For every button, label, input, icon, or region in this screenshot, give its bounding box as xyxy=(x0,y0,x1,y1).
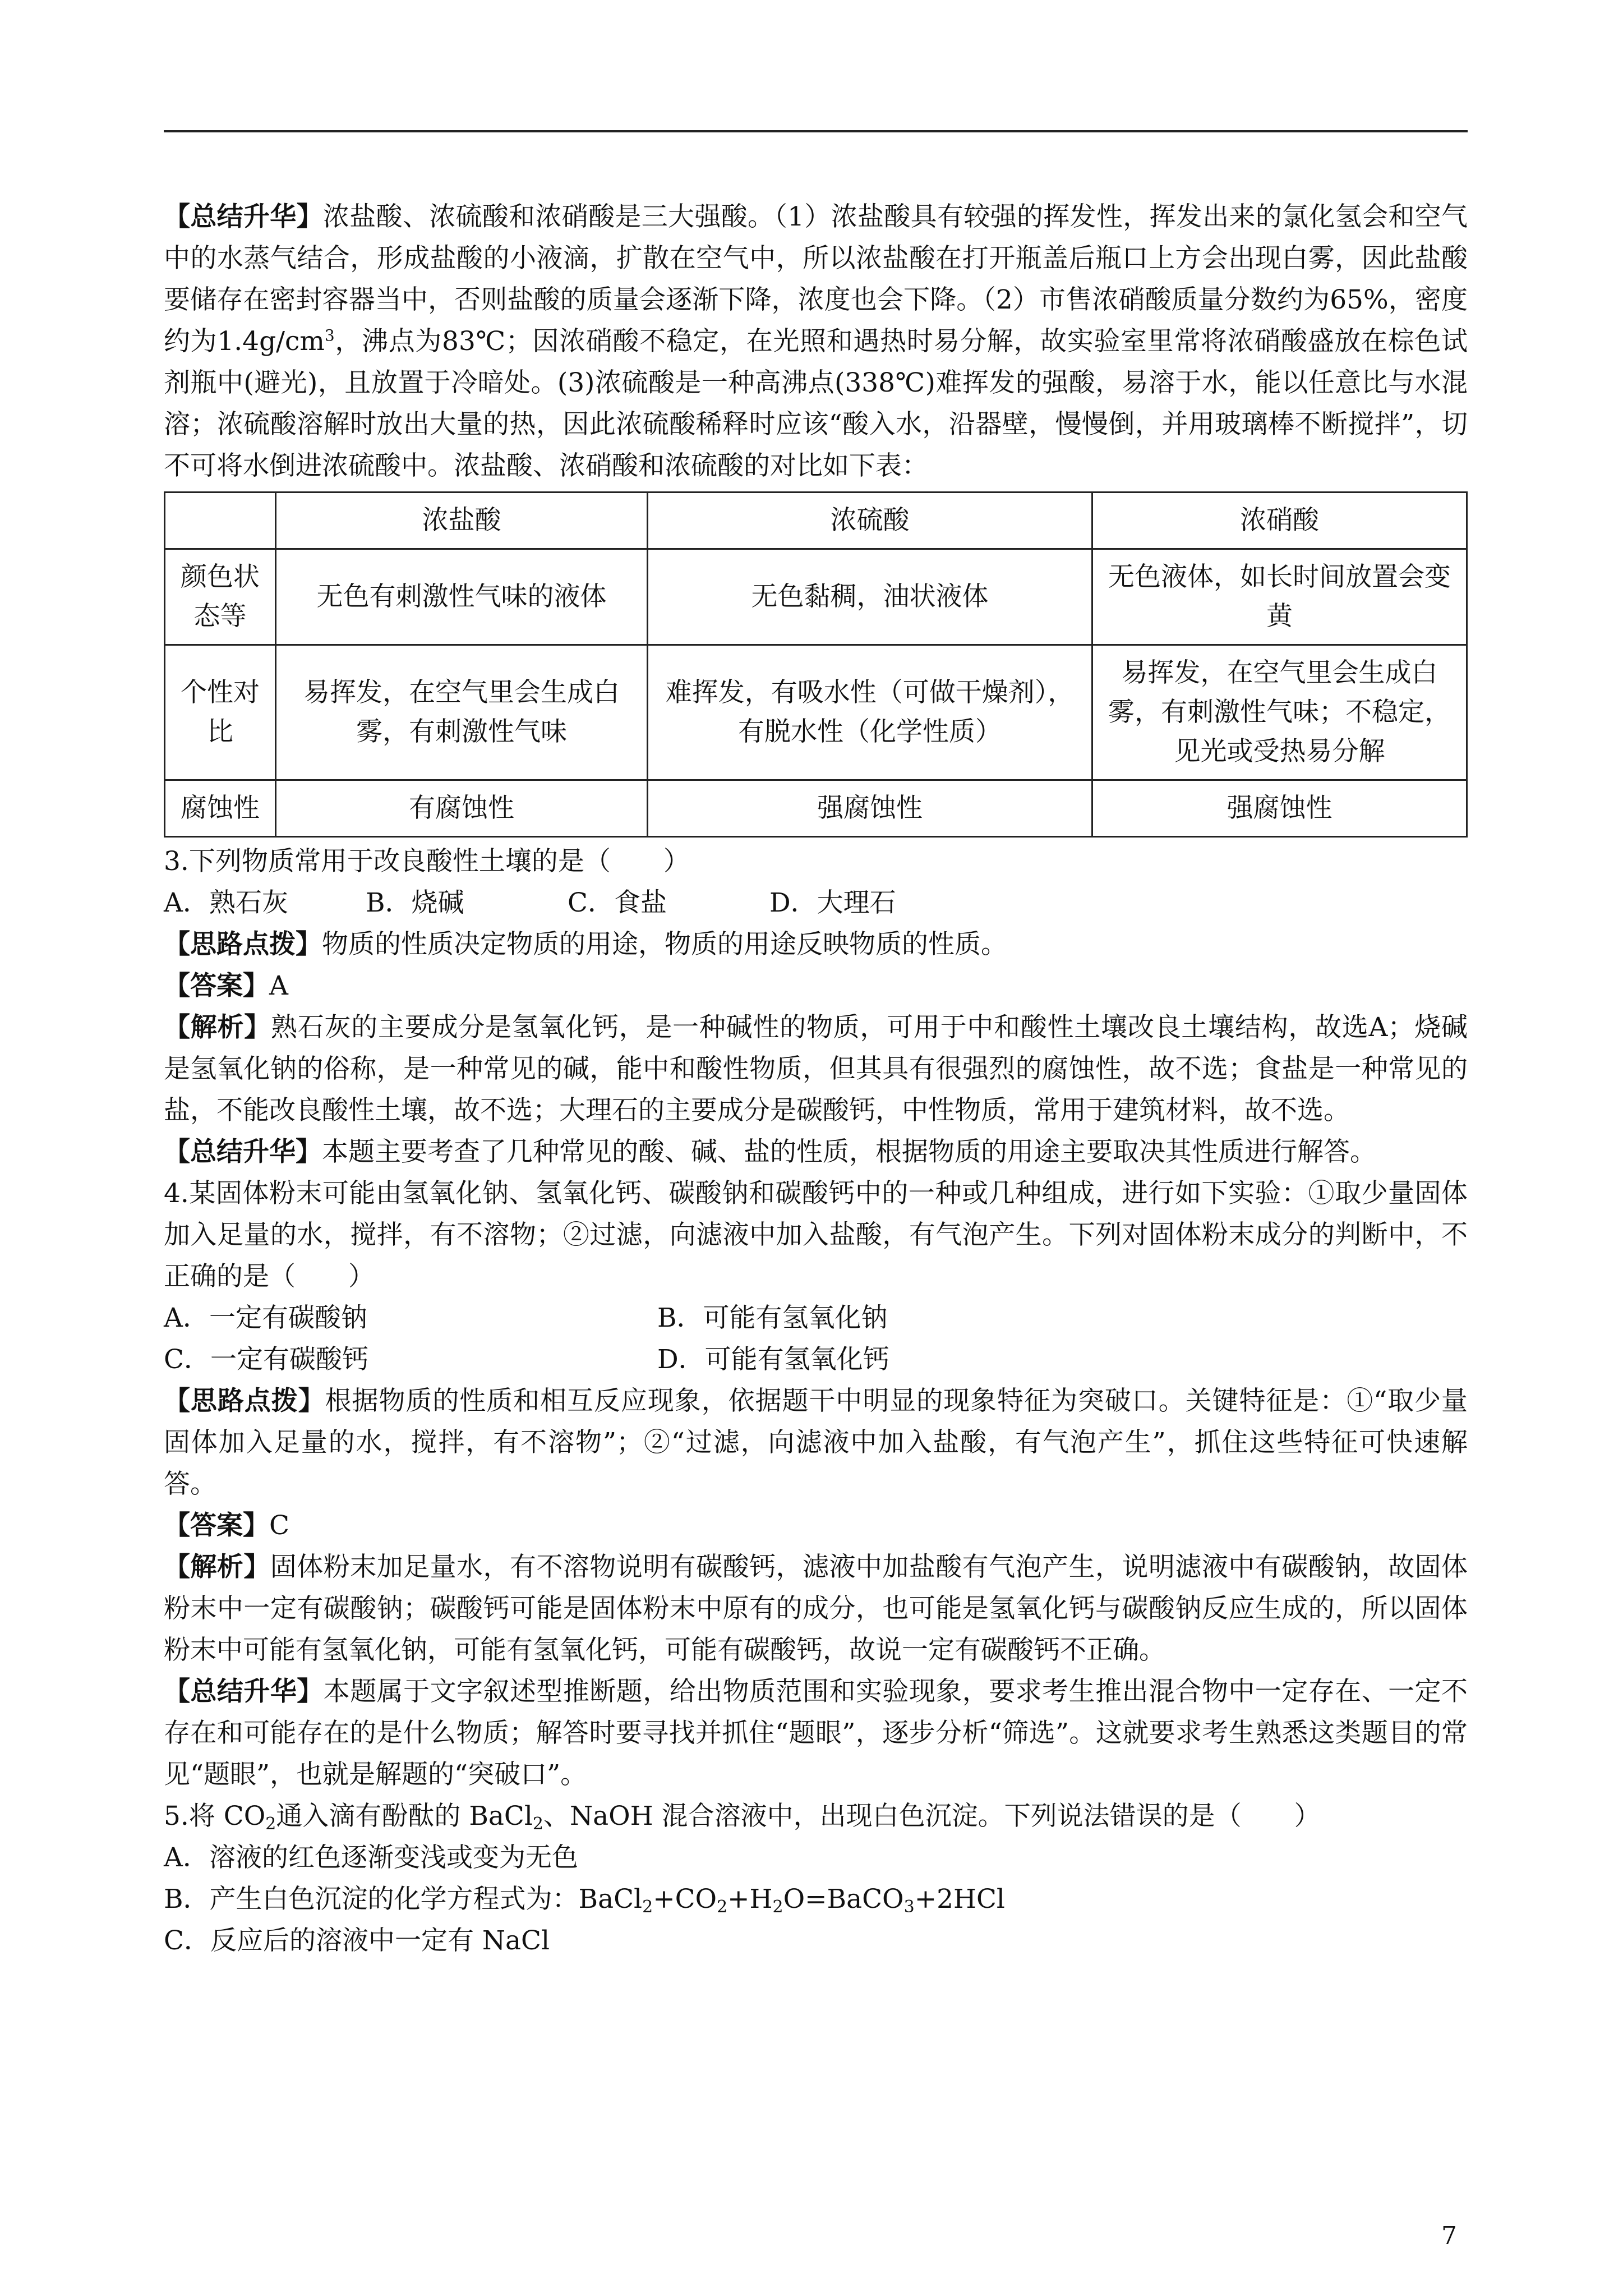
table-cell: 难挥发，有吸水性（可做干燥剂），有脱水性（化学性质） xyxy=(648,645,1092,780)
equation-part: +2HCl xyxy=(914,1884,1005,1915)
summary-tag: 【总结升华】 xyxy=(164,1137,322,1167)
page-content xyxy=(164,196,1468,1962)
equation-part: +H xyxy=(727,1884,773,1915)
subscript: 2 xyxy=(772,1897,783,1917)
summary-text: 本题属于文字叙述型推断题，给出物质范围和实验现象，要求考生推出混合物中一定存在、一定不存在和可能存在的是什么物质；解答时要寻找并抓住“题眼”，逐步分析“筛选”。这就要求考生熟悉这类题目的常见“题眼”，也就是解题的“突破口”。 xyxy=(164,1676,1468,1790)
page-number: 7 xyxy=(1441,2221,1457,2250)
q3-option-b: B．烧碱 xyxy=(366,887,464,918)
equation-part: O=BaCO xyxy=(783,1884,904,1915)
subscript: 2 xyxy=(642,1897,653,1917)
q3-option-a: A．熟石灰 xyxy=(164,887,288,918)
q3-stem: 3.下列物质常用于改良酸性土壤的是（ ） xyxy=(164,846,690,877)
q3-option-c: C．食盐 xyxy=(568,887,667,918)
subscript: 2 xyxy=(717,1897,728,1917)
table-header-row xyxy=(165,493,1467,549)
hint-tag: 【思路点拨】 xyxy=(164,1386,325,1416)
summary-text-2: ，沸点为83℃；因浓硝酸不稳定，在光照和遇热时易分解，故实验室里常将浓硝酸盛放在棕色试剂瓶中(避光)，且放置于冷暗处。(3)浓硫酸是一种高沸点(338℃)难挥发的强酸，易溶于水，能以任意比与水混溶；浓硫酸溶解时放出大量的热，因此浓硫酸稀释时应该“酸入水，沿器壁，慢慢倒，并用玻璃棒不断搅拌”，切不可将水倒进浓硫酸中。浓盐酸、浓硝酸和浓硫酸的对比如下表： xyxy=(164,326,1468,481)
q3-option-d: D．大理石 xyxy=(769,887,896,918)
equation-part: B．产生白色沉淀的化学方程式为：BaCl xyxy=(164,1884,643,1915)
q4-stem: 4.某固体粉末可能由氢氧化钠、氢氧化钙、碳酸钠和碳酸钙中的一种或几种组成，进行如下实验：①取少量固体加入足量的水，搅拌，有不溶物；②过滤，向滤液中加入盐酸，有气泡产生。下列对固体粉末成分的判断中，不正确的是（ ） xyxy=(164,1178,1468,1292)
summary-paragraph xyxy=(164,196,1468,487)
summary-tag: 【总结升华】 xyxy=(164,1676,324,1707)
table-header-cell xyxy=(165,493,276,549)
superscript: 3 xyxy=(324,326,335,345)
analysis-tag: 【解析】 xyxy=(164,1552,270,1582)
q4-option-a: A．一定有碳酸钠 xyxy=(164,1303,367,1333)
q5-option-a: A．溶液的红色逐渐变浅或变为无色 xyxy=(164,1842,578,1873)
q3-hint xyxy=(164,924,1468,965)
table-cell: 有腐蚀性 xyxy=(276,780,648,837)
hint-text: 物质的性质决定物质的用途，物质的用途反映物质的性质。 xyxy=(322,929,1007,960)
q5-stem-part: 5.将 CO xyxy=(164,1801,266,1832)
q5-stem-part: 通入滴有酚酞的 BaCl xyxy=(276,1801,533,1832)
q4-option-d: D．可能有氢氧化钙 xyxy=(657,1344,889,1375)
analysis-text: 固体粉末加足量水，有不溶物说明有碳酸钙，滤液中加盐酸有气泡产生，说明滤液中有碳酸钠，故固体粉末中一定有碳酸钠；碳酸钙可能是固体粉末中原有的成分，也可能是氢氧化钙与碳酸钠反应生成的，所以固体粉末中可能有氢氧化钠，可能有氢氧化钙，可能有碳酸钙，故说一定有碳酸钙不正确。 xyxy=(164,1552,1468,1665)
table-row xyxy=(165,549,1467,645)
table-cell: 颜色状态等 xyxy=(165,549,276,645)
q4-options-row-2 xyxy=(164,1339,1468,1381)
q5-stem xyxy=(164,1796,1468,1837)
analysis-tag: 【解析】 xyxy=(164,1012,271,1043)
summary-text: 本题主要考查了几种常见的酸、碱、盐的性质，根据物质的用途主要取决其性质进行解答。 xyxy=(322,1137,1376,1167)
q4-option-c: C．一定有碳酸钙 xyxy=(164,1344,368,1375)
subscript: 2 xyxy=(265,1814,276,1834)
table-cell: 无色黏稠，油状液体 xyxy=(648,549,1092,645)
analysis-text: 熟石灰的主要成分是氢氧化钙，是一种碱性的物质，可用于中和酸性土壤改良土壤结构，故选A；烧碱是氢氧化钠的俗称，是一种常见的碱，能中和酸性物质，但其具有很强烈的腐蚀性，故不选；食盐是一种常见的盐，不能改良酸性土壤，故不选；大理石的主要成分是碳酸钙，中性物质，常用于建筑材料，故不选。 xyxy=(164,1012,1468,1126)
table-row xyxy=(165,780,1467,837)
answer-tag: 【答案】 xyxy=(164,970,269,1001)
hint-tag: 【思路点拨】 xyxy=(164,929,322,960)
table-header-cell: 浓硫酸 xyxy=(648,493,1092,549)
q3-analysis xyxy=(164,1007,1468,1131)
acid-comparison-table xyxy=(164,491,1468,838)
answer-text: C xyxy=(269,1510,289,1541)
q4-hint xyxy=(164,1381,1468,1505)
table-cell: 个性对比 xyxy=(165,645,276,780)
subscript: 3 xyxy=(903,1897,915,1917)
q3-summary xyxy=(164,1131,1468,1173)
q4-analysis xyxy=(164,1547,1468,1671)
header-rule xyxy=(164,130,1468,132)
hint-text: 根据物质的性质和相互反应现象，依据题干中明显的现象特征为突破口。关键特征是：①“取少量固体加入足量的水，搅拌，有不溶物”；②“过滤，向滤液中加入盐酸，有气泡产生”，抓住这些特征可快速解答。 xyxy=(164,1386,1468,1499)
table-cell: 无色液体，如长时间放置会变黄 xyxy=(1092,549,1467,645)
q5-option-c: C．反应后的溶液中一定有 NaCl xyxy=(164,1925,550,1956)
table-cell: 强腐蚀性 xyxy=(1092,780,1467,837)
table-row xyxy=(165,645,1467,780)
q4-option-b: B．可能有氢氧化钠 xyxy=(657,1303,888,1333)
answer-text: A xyxy=(269,970,288,1001)
summary-tag: 【总结升华】 xyxy=(164,201,323,232)
q4-summary xyxy=(164,1671,1468,1796)
table-cell: 无色有刺激性气味的液体 xyxy=(276,549,648,645)
summary-text: 浓盐酸、浓硫酸和浓硝酸是三大强酸。（1）浓盐酸具有较强的挥发性，挥发出来的氯化氢会和空气中的水蒸气结合，形成盐酸的小液滴，扩散在空气中，所以浓盐酸在打开瓶盖后瓶口上方会出现白雾，因此盐酸要储存在密封容器当中，否则盐酸的质量会逐渐下降，浓度也会下降。（2）市售浓硝酸质量分数约为65%，密度约为1.4g/cm xyxy=(164,201,1468,357)
q3-options xyxy=(164,882,1468,924)
table-header-cell: 浓硝酸 xyxy=(1092,493,1467,549)
table-cell: 易挥发，在空气里会生成白雾，有刺激性气味 xyxy=(276,645,648,780)
equation-part: +CO xyxy=(653,1884,717,1915)
q3-answer xyxy=(164,965,1468,1007)
table-cell: 腐蚀性 xyxy=(165,780,276,837)
table-header-cell: 浓盐酸 xyxy=(276,493,648,549)
table-cell: 强腐蚀性 xyxy=(648,780,1092,837)
subscript: 2 xyxy=(532,1814,543,1834)
table-cell: 易挥发，在空气里会生成白雾，有刺激性气味；不稳定，见光或受热易分解 xyxy=(1092,645,1467,780)
q5-option-b xyxy=(164,1879,1468,1920)
q4-options-row-1 xyxy=(164,1297,1468,1339)
answer-tag: 【答案】 xyxy=(164,1510,269,1541)
q5-stem-part: 、NaOH 混合溶液中，出现白色沉淀。下列说法错误的是（ ） xyxy=(543,1801,1321,1832)
q4-answer xyxy=(164,1505,1468,1547)
